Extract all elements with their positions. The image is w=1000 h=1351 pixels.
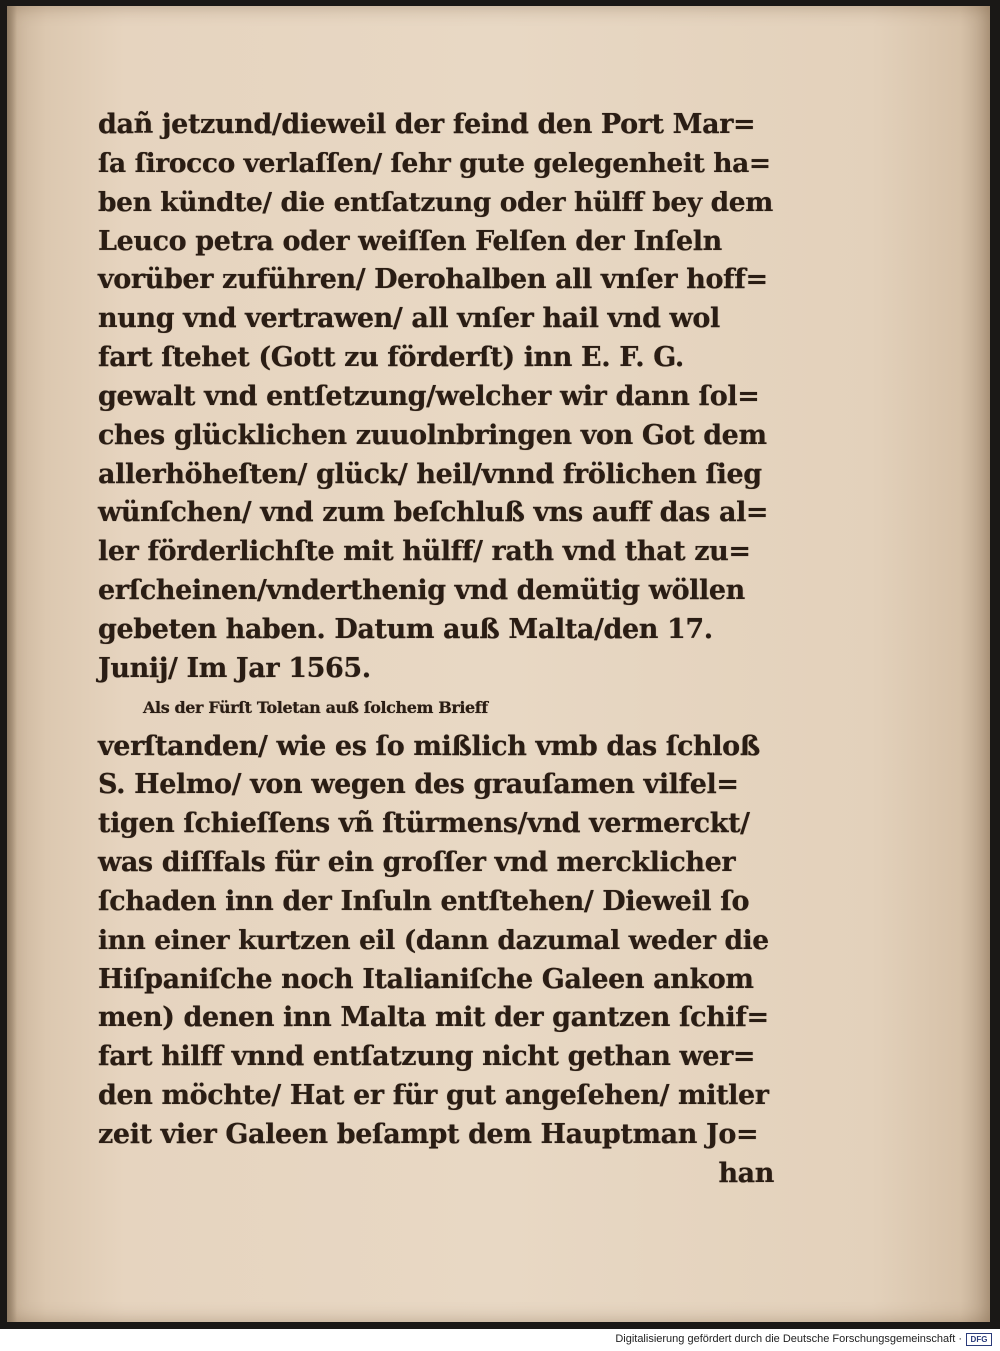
text-line-17: verſtanden/ wie es ſo mißlich vmb das ſchloß bbox=[98, 730, 760, 762]
text-line-16: Als der Fürſt Toletan auß ſolchem Brieff bbox=[143, 697, 488, 717]
page-gutter-shadow bbox=[7, 6, 17, 1322]
text-line-18: S. Helmo/ von wegen des grauſamen vilfel= bbox=[98, 769, 739, 801]
text-line-5: vorüber zuführen/ Derohalben all vnſer hoff= bbox=[98, 264, 768, 296]
text-line-13: erſcheinen/vnderthenig vnd demütig wöllen bbox=[98, 575, 745, 607]
book-page bbox=[7, 6, 990, 1322]
text-line-8: gewalt vnd entſetzung/welcher wir dann ſol= bbox=[98, 380, 760, 412]
text-line-7: fart ſtehet (Gott zu förderſt) inn E. F. G. bbox=[98, 342, 684, 374]
page-text-block bbox=[98, 106, 778, 1194]
text-line-24: men) denen inn Malta mit der gantzen ſchif= bbox=[98, 1002, 769, 1034]
text-line-23: Hiſpaniſche noch Italianiſche Galeen ankom bbox=[98, 963, 754, 995]
text-line-19: tigen ſchieſſens vñ ſtürmens/vnd vermerckt/ bbox=[98, 808, 750, 840]
text-line-2: ſa ſirocco verlaſſen/ ſehr gute gelegenheit ha= bbox=[98, 147, 771, 179]
text-line-11: wünſchen/ vnd zum beſchluß vns auff das al= bbox=[98, 497, 769, 529]
text-line-10: allerhöheſten/ glück/ heil/vnnd frölichen ſieg bbox=[98, 458, 762, 490]
text-line-15: Junij/ Im Jar 1565. bbox=[98, 652, 371, 684]
text-line-14: gebeten haben. Datum auß Malta/den 17. bbox=[98, 613, 713, 645]
digitization-credit: Digitalisierung gefördert durch die Deutsche Forschungsgemeinschaft · bbox=[615, 1333, 962, 1345]
text-line-12: ler förderlichſte mit hülff/ rath vnd that zu= bbox=[98, 536, 751, 568]
text-line-22: inn einer kurtzen eil (dann dazumal weder die bbox=[98, 924, 769, 956]
text-line-20: was diſſfals für ein groſſer vnd mercklicher bbox=[98, 847, 736, 879]
text-line-9: ches glücklichen zuuolnbringen von Got dem bbox=[98, 419, 767, 451]
text-line-21: ſchaden inn der Inſuln entſtehen/ Dieweil ſo bbox=[98, 885, 750, 917]
text-line-4: Leuco petra oder weiſſen Felſen der Inſeln bbox=[98, 225, 722, 257]
text-line-26: den möchte/ Hat er für gut angeſehen/ mitler bbox=[98, 1080, 769, 1112]
text-line-25: fart hilff vnnd entſatzung nicht gethan wer= bbox=[98, 1041, 756, 1073]
dfg-logo: DFG bbox=[966, 1333, 992, 1346]
footer-bar bbox=[0, 1329, 1000, 1351]
text-line-1: dañ jetzund/dieweil der feind den Port Mar= bbox=[98, 109, 756, 140]
text-line-27: zeit vier Galeen beſampt dem Hauptman Jo= bbox=[98, 1118, 759, 1150]
text-line-3: ben kündte/ die entſatzung oder hülff bey dem bbox=[98, 186, 773, 218]
catchword: han bbox=[718, 1157, 774, 1189]
text-line-6: nung vnd vertrawen/ all vnſer hail vnd wol bbox=[98, 303, 720, 335]
